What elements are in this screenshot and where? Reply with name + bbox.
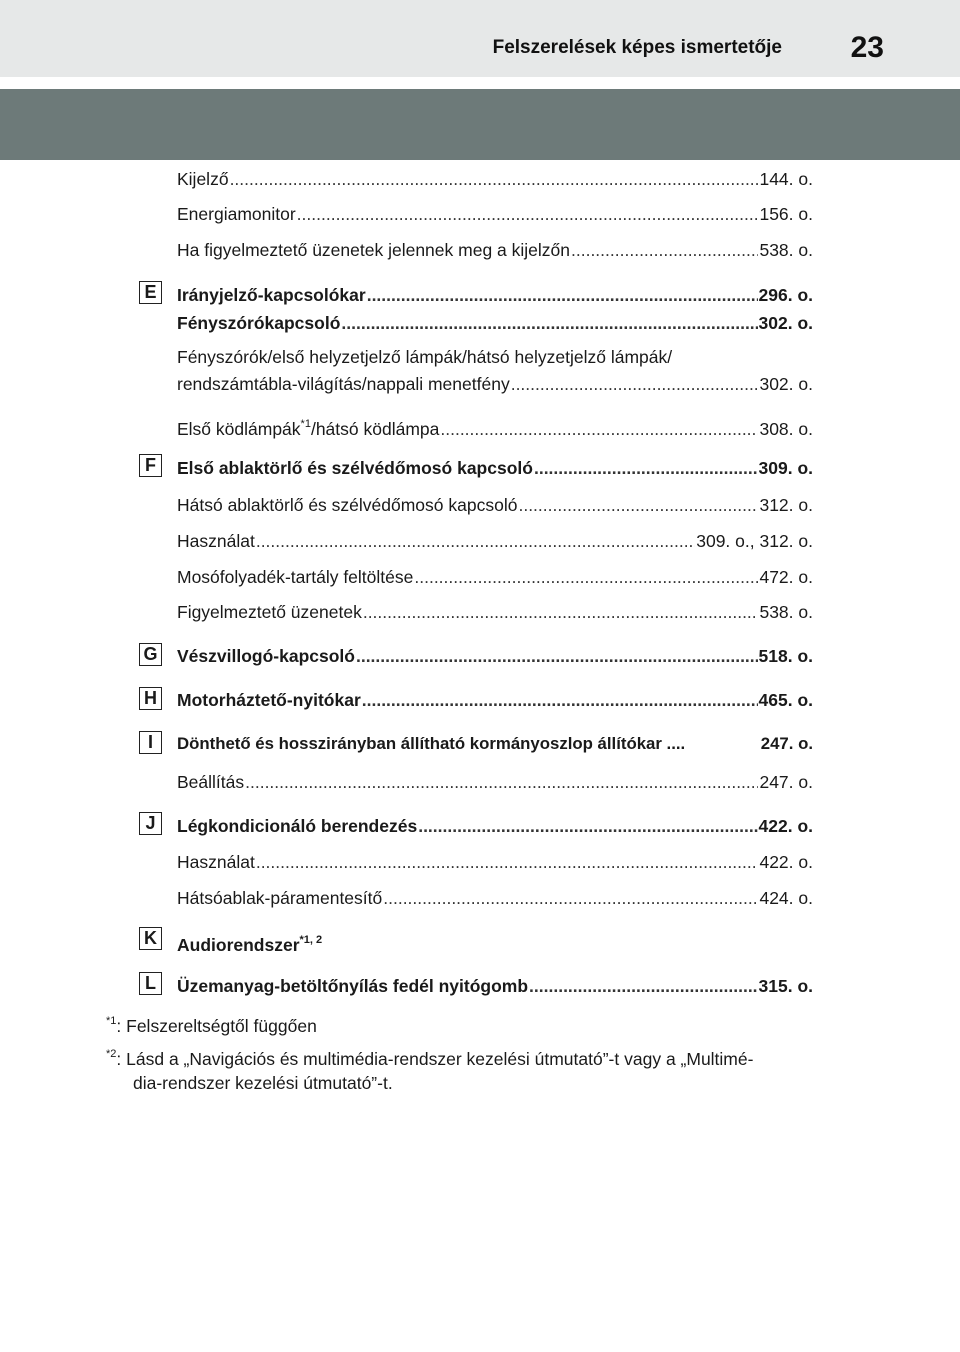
leader-dots xyxy=(341,312,757,334)
entry-page: 465. o. xyxy=(758,690,813,710)
index-entry xyxy=(177,239,813,261)
index-entry xyxy=(177,494,813,516)
header-band xyxy=(0,89,960,160)
entry-label: Hátsó ablaktörlő és szélvédőmosó kapcsoló xyxy=(177,495,518,515)
index-entry xyxy=(177,312,813,334)
index-entry-line1 xyxy=(177,346,813,368)
section-letter-g: G xyxy=(139,643,162,666)
index-entry xyxy=(177,284,813,306)
leader-dots xyxy=(256,851,759,873)
index-entry xyxy=(177,566,813,588)
leader-dots xyxy=(383,887,758,909)
leader-dots xyxy=(230,168,759,190)
entry-page: 309. o. xyxy=(758,458,813,478)
entry-page: 247. o. xyxy=(759,772,813,792)
footnote-text: : Felszereltségtől függően xyxy=(116,1015,317,1036)
leader-dots xyxy=(367,284,758,306)
entry-page: 518. o. xyxy=(758,646,813,666)
entry-page: 247. o. xyxy=(760,734,813,753)
index-entry xyxy=(177,168,813,190)
entry-label-pre: Első ködlámpák xyxy=(177,418,301,439)
leader-dots xyxy=(256,530,695,552)
index-entry xyxy=(177,457,813,479)
entry-label: Figyelmeztető üzenetek xyxy=(177,602,362,622)
section-letter-k: K xyxy=(139,927,162,950)
entry-page: 309. o., 312. o. xyxy=(696,531,813,551)
section-letter-f: F xyxy=(139,454,162,477)
section-letter-i: I xyxy=(139,731,162,754)
index-entry xyxy=(177,414,813,440)
footnote-ref: *1 xyxy=(300,418,311,430)
index-entry xyxy=(177,887,813,909)
section-letter-l: L xyxy=(139,972,162,995)
index-entry xyxy=(177,771,813,793)
entry-label: Hátsóablak-páramentesítő xyxy=(177,888,383,908)
index-entry xyxy=(177,689,813,711)
page-number: 23 xyxy=(850,31,884,64)
index-entry xyxy=(177,601,813,623)
entry-label-post: /hátsó ködlámpa xyxy=(310,418,440,439)
entry-label: Fényszórók/első helyzetjelző lámpák/hátsó helyzetjelző lámpák/ xyxy=(177,347,673,367)
footnote-2 xyxy=(106,1044,753,1070)
leader-dots xyxy=(418,815,757,837)
index-entry xyxy=(177,851,813,873)
entry-label: Használat xyxy=(177,852,255,872)
entry-page: 302. o. xyxy=(759,374,813,394)
header-bar xyxy=(0,0,960,77)
entry-label-text: Audiorendszer xyxy=(177,934,300,955)
footnote-1 xyxy=(106,1011,317,1037)
index-entry xyxy=(177,975,813,997)
leader-dots xyxy=(511,373,759,395)
index-entry xyxy=(177,530,813,552)
leader-dots xyxy=(245,771,758,793)
entry-page: 472. o. xyxy=(759,567,813,587)
entry-label: Dönthető és hosszirányban állítható kormányoszlop állítókar .... xyxy=(177,734,686,753)
leader-dots xyxy=(363,601,759,623)
entry-page: 538. o. xyxy=(759,240,813,260)
entry-page: 156. o. xyxy=(759,204,813,224)
entry-label: Fényszórókapcsoló xyxy=(177,313,341,333)
entry-page: 308. o. xyxy=(759,418,813,439)
entry-label xyxy=(177,414,439,440)
entry-label: Motorháztető-nyitókar xyxy=(177,690,361,710)
entry-label: Energiamonitor xyxy=(177,204,296,224)
leader-dots xyxy=(518,494,758,516)
entry-page: 312. o. xyxy=(759,495,813,515)
entry-label: Ha figyelmeztető üzenetek jelennek meg a kijelzőn xyxy=(177,240,570,260)
section-letter-h: H xyxy=(139,687,162,710)
leader-dots xyxy=(440,418,758,440)
entry-label: Légkondicionáló berendezés xyxy=(177,816,418,836)
entry-page: 538. o. xyxy=(759,602,813,622)
footnote-mark: *1 xyxy=(106,1015,117,1027)
entry-label: Első ablaktörlő és szélvédőmosó kapcsoló xyxy=(177,458,533,478)
entry-label: Mosófolyadék-tartály feltöltése xyxy=(177,567,414,587)
index-entry xyxy=(177,930,813,956)
entry-label: Beállítás xyxy=(177,772,245,792)
entry-label: Irányjelző-kapcsolókar xyxy=(177,285,366,305)
leader-dots xyxy=(534,457,758,479)
entry-label: Üzemanyag-betöltőnyílás fedél nyitógomb xyxy=(177,976,529,996)
entry-page: 302. o. xyxy=(758,313,813,333)
index-entry xyxy=(177,645,813,667)
entry-label: rendszámtábla-világítás/nappali menetfény xyxy=(177,374,510,394)
leader-dots xyxy=(529,975,757,997)
footnote-ref: *1, 2 xyxy=(299,934,323,946)
entry-page: 422. o. xyxy=(758,816,813,836)
entry-label: Használat xyxy=(177,531,255,551)
leader-dots xyxy=(414,566,758,588)
footnote-text: : Lásd a „Navigációs és multimédia-rendszer kezelési útmutató”-t vagy a „Multimé- xyxy=(116,1048,754,1069)
entry-label xyxy=(177,930,322,956)
index-entry xyxy=(177,373,813,395)
leader-dots xyxy=(297,203,759,225)
footnote-mark: *2 xyxy=(106,1048,117,1060)
entry-label: Vészvillogó-kapcsoló xyxy=(177,646,355,666)
footnote-2-line2: dia-rendszer kezelési útmutató”-t. xyxy=(133,1073,393,1093)
section-letter-e: E xyxy=(139,281,162,304)
index-entry xyxy=(177,733,813,755)
section-title: Felszerelések képes ismertetője xyxy=(492,37,782,58)
entry-page: 424. o. xyxy=(759,888,813,908)
index-entry xyxy=(177,815,813,837)
leader-dots xyxy=(362,689,758,711)
entry-page: 315. o. xyxy=(758,976,813,996)
section-letter-j: J xyxy=(139,812,162,835)
entry-page: 422. o. xyxy=(759,852,813,872)
entry-page: 144. o. xyxy=(759,169,813,189)
entry-label: Kijelző xyxy=(177,169,229,189)
leader-dots xyxy=(356,645,758,667)
entry-page: 296. o. xyxy=(758,285,813,305)
index-entry xyxy=(177,203,813,225)
leader-dots xyxy=(571,239,758,261)
